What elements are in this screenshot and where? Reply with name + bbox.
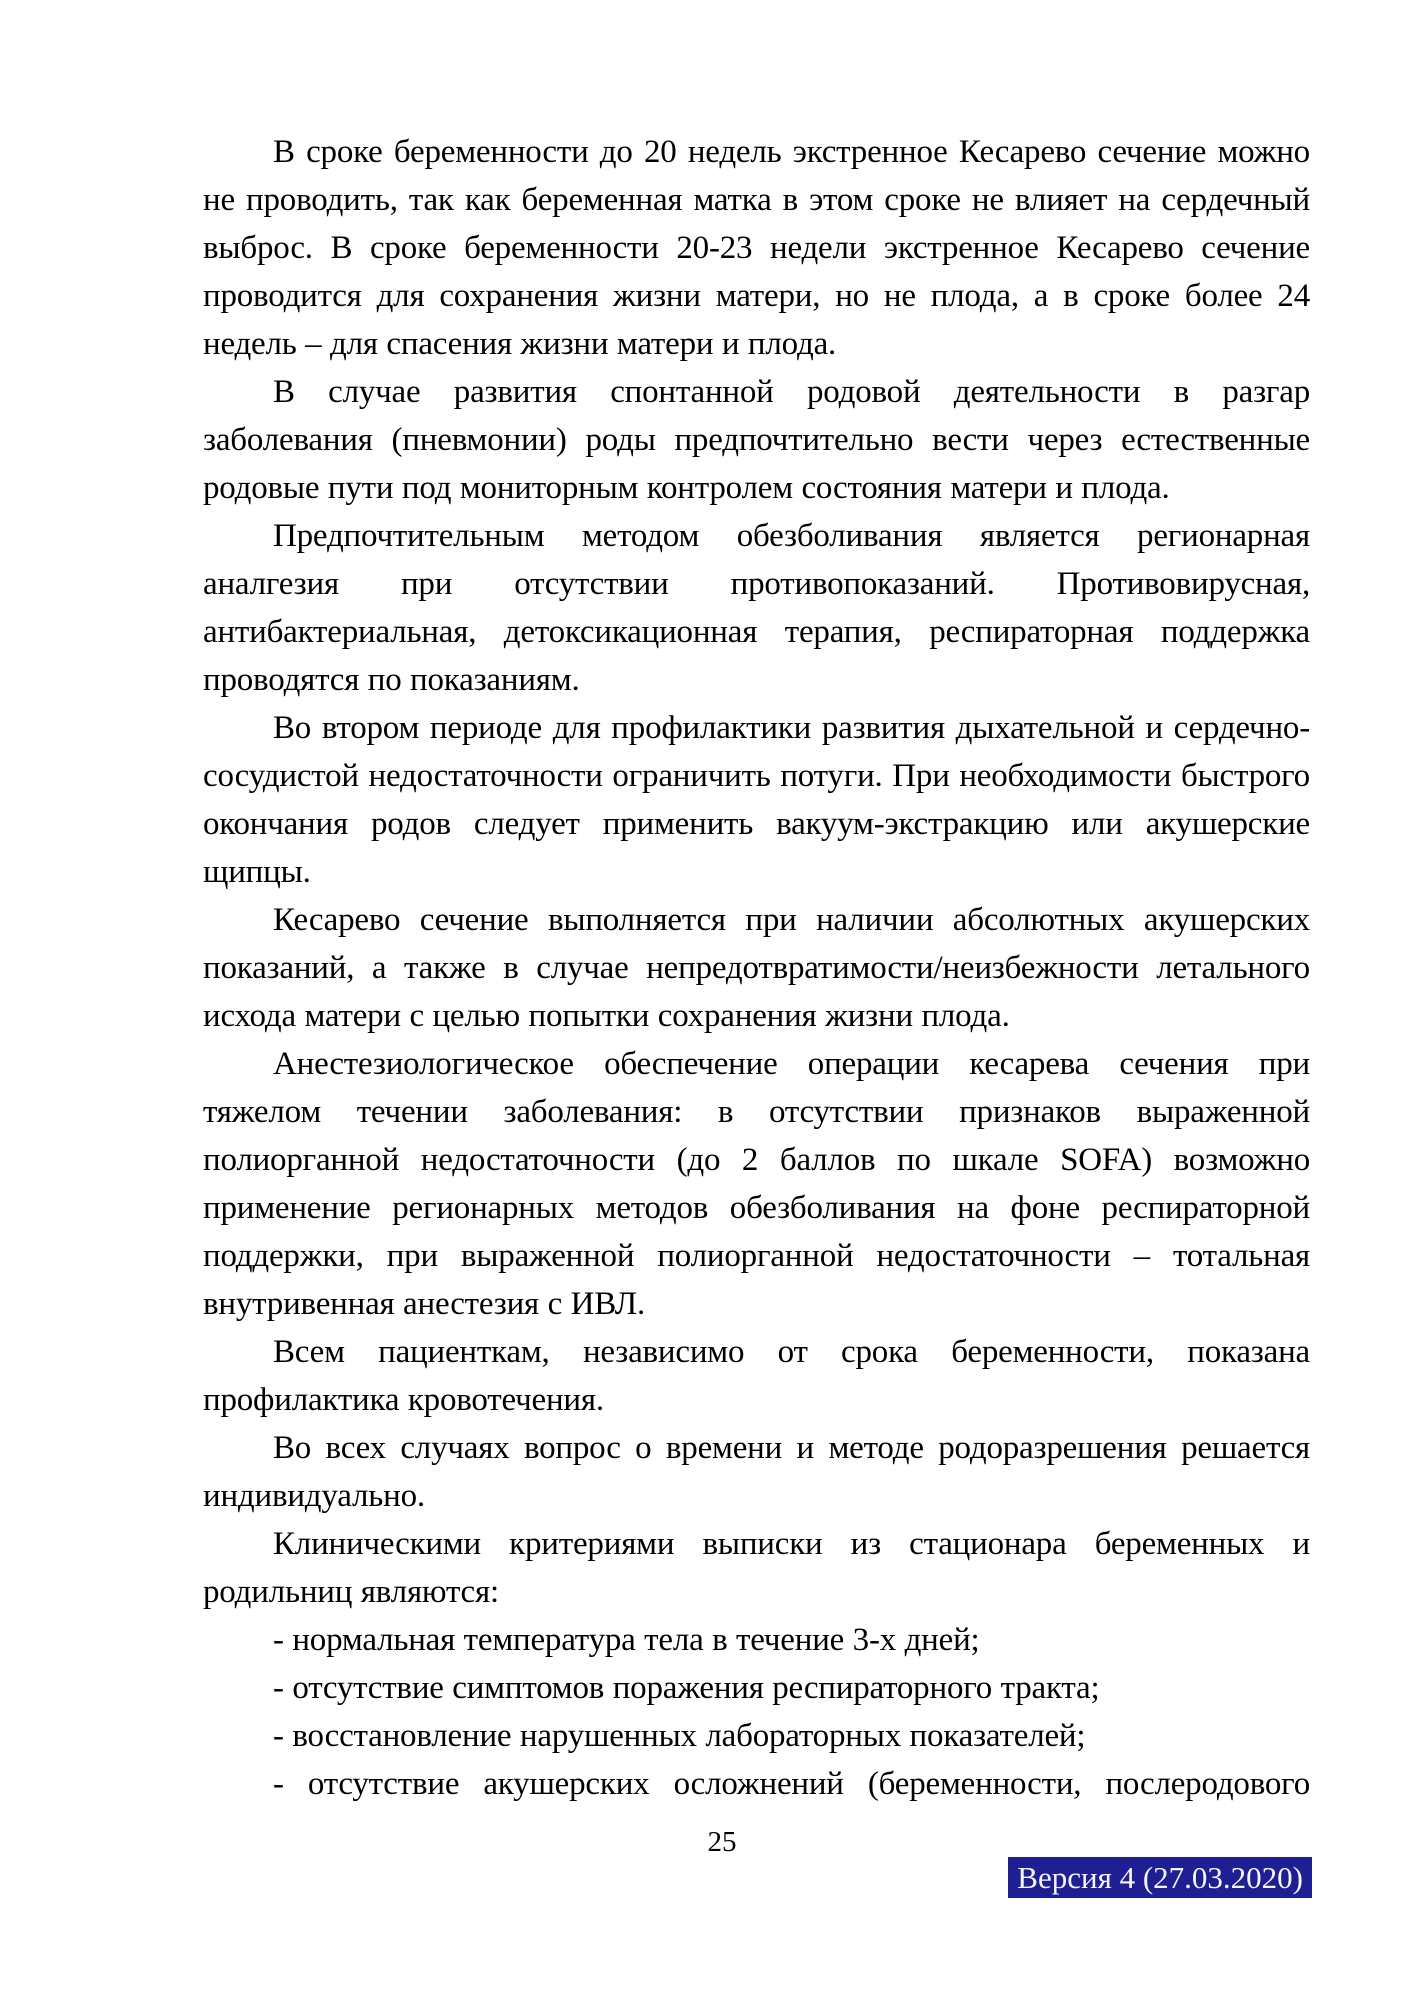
paragraph-cesarean-indications: Кесарево сечение выполняется при наличии абсолютных акушерских показаний, а также в случае непредотвратимости/неизбежности летального исхода матери с целью попытки сохранения жизни плода. — [203, 902, 1310, 1034]
paragraph-delivery-decision: Во всех случаях вопрос о времени и методе родоразрешения решается индивидуально. — [203, 1430, 1310, 1514]
list-item-lab-values-restored: - восстановление нарушенных лабораторных показателей; — [273, 1718, 1086, 1754]
paragraph-bleeding-prophylaxis: Всем пациенткам, независимо от срока беременности, показана профилактика кровотечения. — [203, 1334, 1310, 1418]
version-badge: Версия 4 (27.03.2020) — [1008, 1857, 1312, 1898]
paragraph-anesthesia-support: Анестезиологическое обеспечение операции кесарева сечения при тяжелом течении заболевания: в отсутствии признаков выраженной полиорганной недостаточности (до 2 баллов по шкале SOFA) возможно применение регионарных методов обезболивания на фоне респираторной поддержки, при выраженной полиорганной недостаточности – тотальная внутривенная анестезия с ИВЛ. — [203, 1046, 1310, 1322]
page-number: 25 — [707, 1826, 737, 1858]
list-item-no-obstetric-complications: - отсутствие акушерских осложнений (беременности, послеродового — [273, 1766, 1310, 1802]
paragraph-anesthesia-method: Предпочтительным методом обезболивания является регионарная аналгезия при отсутствии противопоказаний. Противовирусная, антибактериальная, детоксикационная терапия, респираторная поддержка проводятся по показаниям. — [203, 518, 1310, 698]
paragraph-spontaneous-labor: В случае развития спонтанной родовой деятельности в разгар заболевания (пневмонии) роды предпочтительно вести через естественные родовые пути под мониторным контролем состояния матери и плода. — [203, 374, 1310, 506]
list-item-normal-temperature: - нормальная температура тела в течение 3-х дней; — [273, 1622, 980, 1658]
paragraph-discharge-criteria-intro: Клиническими критериями выписки из стационара беременных и родильниц являются: — [203, 1526, 1310, 1610]
list-item-no-respiratory-symptoms: - отсутствие симптомов поражения респираторного тракта; — [273, 1670, 1100, 1706]
paragraph-cesarean-before-20-weeks: В сроке беременности до 20 недель экстренное Кесарево сечение можно не проводить, так как беременная матка в этом сроке не влияет на сердечный выброс. В сроке беременности 20-23 недели экстренное Кесарево сечение проводится для сохранения жизни матери, но не плода, а в сроке более 24 недель – для спасения жизни матери и плода. — [203, 134, 1310, 362]
document-body — [203, 128, 1310, 1828]
paragraph-second-stage-labor: Во втором периоде для профилактики развития дыхательной и сердечно-сосудистой недостаточности ограничить потуги. При необходимости быстрого окончания родов следует применить вакуум-экстракцию или акушерские щипцы. — [203, 710, 1310, 890]
